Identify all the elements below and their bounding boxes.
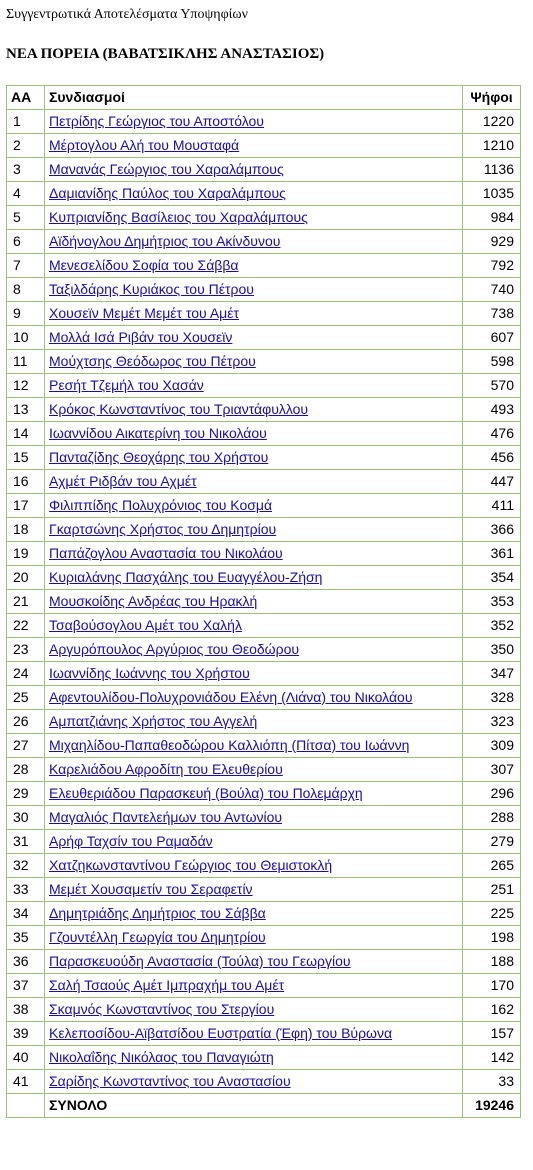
row-number: 35	[7, 926, 45, 950]
votes-count: 353	[463, 590, 521, 614]
row-number: 21	[7, 590, 45, 614]
candidate-link[interactable]: Μιχαηλίδου-Παπαθεοδώρου Καλλιόπη (Πίτσα) του Ιωάννη	[49, 737, 410, 753]
votes-count: 251	[463, 878, 521, 902]
candidate-cell	[45, 302, 463, 326]
row-number: 2	[7, 134, 45, 158]
row-number: 40	[7, 1046, 45, 1070]
candidate-cell	[45, 710, 463, 734]
candidate-cell	[45, 782, 463, 806]
votes-count: 328	[463, 686, 521, 710]
table-row	[7, 494, 521, 518]
candidate-link[interactable]: Αμπατζιάνης Χρήστος του Αγγελή	[49, 713, 258, 729]
table-row	[7, 926, 521, 950]
row-number: 16	[7, 470, 45, 494]
votes-count: 279	[463, 830, 521, 854]
table-row	[7, 854, 521, 878]
table-row	[7, 566, 521, 590]
row-number: 9	[7, 302, 45, 326]
candidate-cell	[45, 734, 463, 758]
votes-count: 288	[463, 806, 521, 830]
candidate-link[interactable]: Κελεποσίδου-Αϊβατσίδου Ευστρατία (Έφη) του Βύρωνα	[49, 1025, 393, 1041]
row-number: 5	[7, 206, 45, 230]
table-row	[7, 350, 521, 374]
table-row	[7, 254, 521, 278]
table-row	[7, 1070, 521, 1094]
votes-count: 265	[463, 854, 521, 878]
votes-count: 740	[463, 278, 521, 302]
candidate-cell	[45, 926, 463, 950]
candidate-link[interactable]: Γκαρτσώνης Χρήστος του Δημητρίου	[49, 521, 277, 537]
candidate-link[interactable]: Σκαμνός Κωνσταντίνος του Στεργίου	[49, 1001, 275, 1017]
candidate-link[interactable]: Παρασκευούδη Αναστασία (Τούλα) του Γεωργίου	[49, 953, 351, 969]
candidate-link[interactable]: Κυπριανίδης Βασίλειος του Χαραλάμπους	[49, 209, 308, 225]
results-table	[6, 85, 521, 1118]
row-number: 22	[7, 614, 45, 638]
votes-count: 598	[463, 350, 521, 374]
table-row	[7, 278, 521, 302]
candidate-cell	[45, 854, 463, 878]
results-body	[7, 110, 521, 1118]
candidate-link[interactable]: Χατζηκωνσταντίνου Γεώργιος του Θεμιστοκλή	[49, 857, 333, 873]
votes-count: 456	[463, 446, 521, 470]
candidate-link[interactable]: Τσαβούσογλου Αμέτ του Χαλήλ	[49, 617, 242, 633]
candidate-link[interactable]: Μολλά Ισά Ριβάν του Χουσεϊν	[49, 329, 233, 345]
total-row	[7, 1094, 521, 1118]
row-number: 14	[7, 422, 45, 446]
table-row	[7, 182, 521, 206]
row-number: 12	[7, 374, 45, 398]
row-number: 15	[7, 446, 45, 470]
candidate-link[interactable]: Ιωαννίδου Αικατερίνη του Νικολάου	[49, 425, 267, 441]
votes-count: 607	[463, 326, 521, 350]
row-number: 31	[7, 830, 45, 854]
row-number: 34	[7, 902, 45, 926]
row-number: 39	[7, 1022, 45, 1046]
candidate-cell	[45, 590, 463, 614]
votes-count: 296	[463, 782, 521, 806]
candidate-cell	[45, 974, 463, 998]
candidate-cell	[45, 878, 463, 902]
table-row	[7, 422, 521, 446]
candidate-link[interactable]: Δημητριάδης Δημήτριος του Σάββα	[49, 905, 266, 921]
table-row	[7, 806, 521, 830]
votes-count: 476	[463, 422, 521, 446]
candidate-cell	[45, 254, 463, 278]
candidate-cell	[45, 518, 463, 542]
candidate-cell	[45, 110, 463, 134]
candidate-link[interactable]: Νικολαΐδης Νικόλαος του Παναγιώτη	[49, 1049, 274, 1065]
votes-count: 188	[463, 950, 521, 974]
candidate-cell	[45, 374, 463, 398]
candidate-cell	[45, 638, 463, 662]
candidate-link[interactable]: Ταξιλδάρης Κυριάκος του Πέτρου	[49, 281, 254, 297]
table-row	[7, 902, 521, 926]
votes-count: 792	[463, 254, 521, 278]
candidate-cell	[45, 542, 463, 566]
column-header-name: Συνδιασμοί	[45, 86, 463, 110]
row-number: 32	[7, 854, 45, 878]
table-row	[7, 782, 521, 806]
candidate-cell	[45, 398, 463, 422]
candidate-link[interactable]: Σαλή Τσαούς Αμέτ Ιμπραχήμ του Αμέτ	[49, 977, 285, 993]
candidate-cell	[45, 470, 463, 494]
candidate-cell	[45, 446, 463, 470]
votes-count: 162	[463, 998, 521, 1022]
candidate-cell	[45, 350, 463, 374]
table-row	[7, 230, 521, 254]
candidate-link[interactable]: Μαγαλιός Παντελεήμων του Αντωνίου	[49, 809, 283, 825]
candidate-cell	[45, 902, 463, 926]
row-number: 29	[7, 782, 45, 806]
votes-count: 411	[463, 494, 521, 518]
votes-count: 570	[463, 374, 521, 398]
candidate-link[interactable]: Πανταζίδης Θεοχάρης του Χρήστου	[49, 449, 269, 465]
table-row	[7, 830, 521, 854]
table-row	[7, 878, 521, 902]
table-row	[7, 110, 521, 134]
votes-count: 447	[463, 470, 521, 494]
candidate-cell	[45, 1022, 463, 1046]
row-number: 20	[7, 566, 45, 590]
candidate-link[interactable]: Μούχτσης Θεόδωρος του Πέτρου	[49, 353, 256, 369]
candidate-cell	[45, 134, 463, 158]
candidate-cell	[45, 998, 463, 1022]
row-number: 37	[7, 974, 45, 998]
candidate-cell	[45, 662, 463, 686]
row-number: 17	[7, 494, 45, 518]
candidate-link[interactable]: Χουσεϊν Μεμέτ Μεμέτ του Αμέτ	[49, 305, 239, 321]
row-number: 36	[7, 950, 45, 974]
table-row	[7, 614, 521, 638]
candidate-cell	[45, 614, 463, 638]
row-number: 24	[7, 662, 45, 686]
votes-count: 225	[463, 902, 521, 926]
row-number: 25	[7, 686, 45, 710]
candidate-link[interactable]: Αρήφ Ταχσίν του Ραμαδάν	[49, 833, 213, 849]
total-label: ΣΥΝΟΛΟ	[45, 1094, 463, 1118]
votes-count: 352	[463, 614, 521, 638]
candidate-link[interactable]: Μεμέτ Χουσαμετίν του Σεραφετίν	[49, 881, 253, 897]
candidate-link[interactable]: Μενεσελίδου Σοφία του Σάββα	[49, 257, 239, 273]
candidate-link[interactable]: Κρόκος Κωνσταντίνος του Τριαντάφυλλου	[49, 401, 309, 417]
candidate-cell	[45, 1046, 463, 1070]
votes-count: 354	[463, 566, 521, 590]
row-number: 4	[7, 182, 45, 206]
candidate-link[interactable]: Γζουντέλλη Γεωργία του Δημητρίου	[49, 929, 266, 945]
row-number: 19	[7, 542, 45, 566]
table-row	[7, 638, 521, 662]
table-row	[7, 542, 521, 566]
table-row	[7, 686, 521, 710]
candidate-link[interactable]: Αχμέτ Ριδβάν του Αχμέτ	[49, 473, 197, 489]
candidate-cell	[45, 206, 463, 230]
candidate-cell	[45, 494, 463, 518]
table-row	[7, 710, 521, 734]
votes-count: 361	[463, 542, 521, 566]
candidate-link[interactable]: Αϊδήνογλου Δημήτριος του Ακίνδυνου	[49, 233, 281, 249]
votes-count: 984	[463, 206, 521, 230]
candidate-cell	[45, 422, 463, 446]
row-number: 6	[7, 230, 45, 254]
column-header-votes: Ψήφοι	[463, 86, 521, 110]
candidate-cell	[45, 950, 463, 974]
row-number: 28	[7, 758, 45, 782]
candidate-link[interactable]: Ιωαννίδης Ιωάννης του Χρήστου	[49, 665, 250, 681]
candidate-link[interactable]: Πετρίδης Γεώργιος του Αποστόλου	[49, 113, 264, 129]
row-number: 8	[7, 278, 45, 302]
candidate-link[interactable]: Ελευθεριάδου Παρασκευή (Βούλα) του Πολεμάρχη	[49, 785, 363, 801]
candidate-cell	[45, 758, 463, 782]
votes-count: 1210	[463, 134, 521, 158]
table-row	[7, 998, 521, 1022]
votes-count: 493	[463, 398, 521, 422]
table-row	[7, 374, 521, 398]
candidate-link[interactable]: Μέρτογλου Αλή του Μουσταφά	[49, 137, 240, 153]
candidate-cell	[45, 806, 463, 830]
table-row	[7, 1022, 521, 1046]
table-row	[7, 134, 521, 158]
votes-count: 1220	[463, 110, 521, 134]
votes-count: 142	[463, 1046, 521, 1070]
row-number: 23	[7, 638, 45, 662]
table-row	[7, 398, 521, 422]
votes-count: 157	[463, 1022, 521, 1046]
votes-count: 198	[463, 926, 521, 950]
table-row	[7, 950, 521, 974]
candidate-link[interactable]: Αργυρόπουλος Αργύριος του Θεοδώρου	[49, 641, 300, 657]
candidate-cell	[45, 230, 463, 254]
candidate-cell	[45, 182, 463, 206]
row-number: 10	[7, 326, 45, 350]
row-number: 26	[7, 710, 45, 734]
total-votes: 19246	[463, 1094, 521, 1118]
row-number: 18	[7, 518, 45, 542]
votes-count: 366	[463, 518, 521, 542]
candidate-cell	[45, 158, 463, 182]
candidate-link[interactable]: Αφεντουλίδου-Πολυχρονιάδου Ελένη (Λιάνα) του Νικολάου	[49, 689, 413, 705]
candidate-link[interactable]: Φιλιππίδης Πολυχρόνιος του Κοσμά	[49, 497, 273, 513]
table-row	[7, 518, 521, 542]
row-number: 33	[7, 878, 45, 902]
row-number: 7	[7, 254, 45, 278]
row-number: 11	[7, 350, 45, 374]
candidate-link[interactable]: Καρελιάδου Αφροδίτη του Ελευθερίου	[49, 761, 283, 777]
votes-count: 738	[463, 302, 521, 326]
candidate-link[interactable]: Μανανάς Γεώργιος του Χαραλάμπους	[49, 161, 284, 177]
table-row	[7, 1046, 521, 1070]
votes-count: 307	[463, 758, 521, 782]
table-row	[7, 590, 521, 614]
votes-count: 350	[463, 638, 521, 662]
total-empty-cell	[7, 1094, 45, 1118]
votes-count: 347	[463, 662, 521, 686]
votes-count: 33	[463, 1070, 521, 1094]
candidate-link[interactable]: Δαμιανίδης Παύλος του Χαραλάμπους	[49, 185, 286, 201]
candidate-cell	[45, 326, 463, 350]
candidate-cell	[45, 830, 463, 854]
column-header-aa: ΑΑ	[7, 86, 45, 110]
row-number: 27	[7, 734, 45, 758]
candidate-link[interactable]: Σαρίδης Κωνσταντίνος του Αναστασίου	[49, 1073, 291, 1089]
votes-count: 1035	[463, 182, 521, 206]
table-row	[7, 758, 521, 782]
candidate-cell	[45, 686, 463, 710]
votes-count: 929	[463, 230, 521, 254]
table-row	[7, 974, 521, 998]
table-row	[7, 326, 521, 350]
row-number: 38	[7, 998, 45, 1022]
candidate-link[interactable]: Κυριαλάνης Πασχάλης του Ευαγγέλου-Ζήση	[49, 569, 323, 585]
page-header: Συγγεντρωτικά Αποτελέσματα Υποψηφίων	[6, 7, 248, 22]
row-number: 13	[7, 398, 45, 422]
party-title: ΝΕΑ ΠΟΡΕΙΑ (ΒΑΒΑΤΣΙΚΛΗΣ ΑΝΑΣΤΑΣΙΟΣ)	[6, 46, 325, 62]
row-number: 1	[7, 110, 45, 134]
row-number: 30	[7, 806, 45, 830]
table-row	[7, 470, 521, 494]
candidate-cell	[45, 278, 463, 302]
table-row	[7, 206, 521, 230]
table-row	[7, 158, 521, 182]
votes-count: 323	[463, 710, 521, 734]
votes-count: 1136	[463, 158, 521, 182]
votes-count: 170	[463, 974, 521, 998]
candidate-link[interactable]: Παπάζογλου Αναστασία του Νικολάου	[49, 545, 283, 561]
table-row	[7, 734, 521, 758]
candidate-link[interactable]: Ρεσήτ Τζεμήλ του Χασάν	[49, 377, 204, 393]
candidate-cell	[45, 1070, 463, 1094]
candidate-cell	[45, 566, 463, 590]
table-header-row	[7, 86, 521, 110]
row-number: 3	[7, 158, 45, 182]
table-row	[7, 446, 521, 470]
table-row	[7, 662, 521, 686]
row-number: 41	[7, 1070, 45, 1094]
table-row	[7, 302, 521, 326]
votes-count: 309	[463, 734, 521, 758]
candidate-link[interactable]: Μουσκοίδης Ανδρέας του Ηρακλή	[49, 593, 258, 609]
